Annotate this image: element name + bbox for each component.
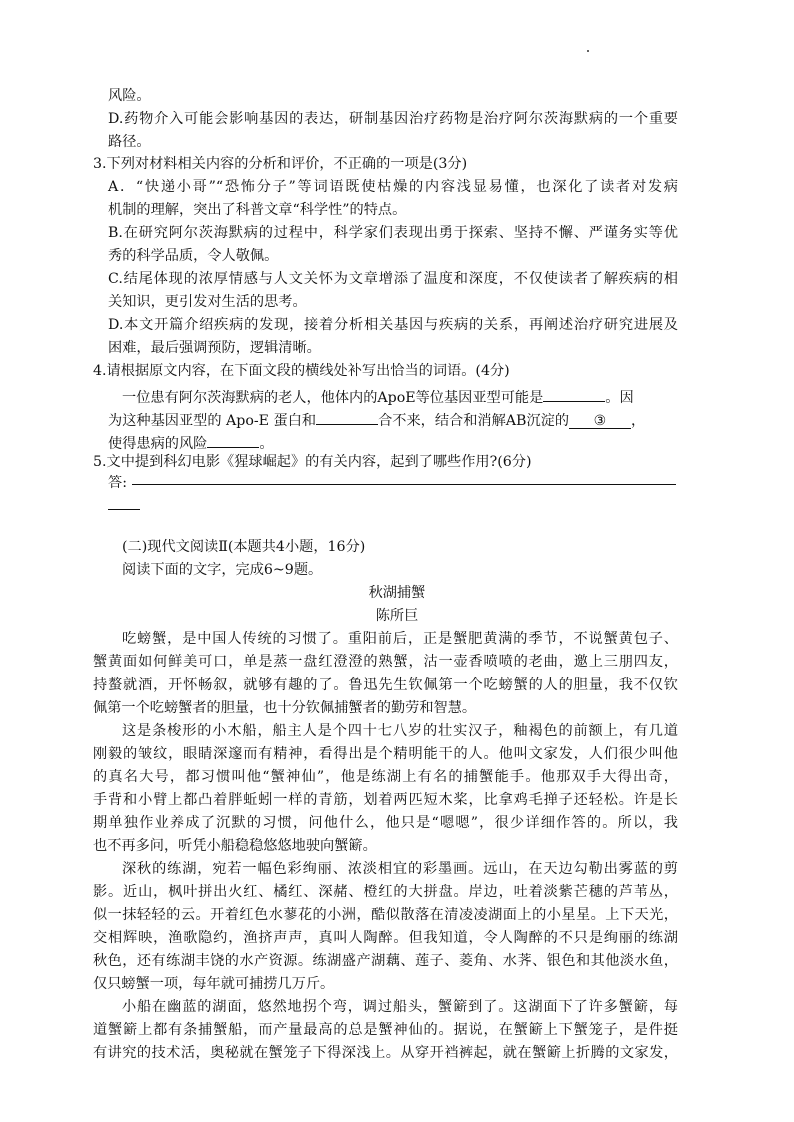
q4-passage-line2 (108, 410, 645, 429)
article-p1-line2: 蟹黄面如何鲜美可口，单是蒸一盘红澄澄的熟蟹，沽一壶香喷喷的老曲，邀上三朋四友， (93, 654, 678, 670)
article-title: 秋湖捕蟹 (368, 585, 426, 601)
article-p2-line2: 刚毅的皱纹，眼睛深邃而有精神，看得出是个精明能干的人。他叫文家发，人们很少叫他 (93, 746, 678, 762)
q2-option-c-end: 风险。 (108, 88, 151, 104)
scan-dot (587, 50, 589, 52)
q5-stem: 5.文中提到科幻电影《猩球崛起》的有关内容，起到了哪些作用?(6分) (93, 454, 532, 470)
q4-text-1b: 。因 (605, 390, 634, 406)
q3-option-a-line2: 机制的理解，突出了科普文章“科学性”的特点。 (108, 202, 407, 218)
q3-option-c-line2: 关知识，更引发对生活的思考。 (108, 294, 307, 310)
q3-option-b-line2: 秀的科学品质，令人敬佩。 (108, 248, 279, 264)
q4-passage-line3 (108, 433, 274, 451)
q5-answer-label: 答: (108, 475, 127, 491)
article-p3-line6: 仅只螃蟹一项，每年就可捕捞几万斤。 (93, 976, 335, 992)
q4-text-3a: 使得患病的风险 (108, 436, 208, 452)
section2-instruction: 阅读下面的文字，完成6~9题。 (122, 562, 323, 578)
article-p2-line4: 手背和小臂上都凸着胖蚯蚓一样的青筋，划着两匹短木桨，比拿鸡毛掸子还轻松。许是长 (93, 792, 678, 808)
q3-option-b-line1: B.在研究阿尔茨海默病的过程中，科学家们表现出勇于探索、坚持不懈、严谨务实等优 (108, 225, 678, 241)
article-author: 陈所巨 (375, 608, 419, 624)
q4-blank-3-marker: ③ (593, 413, 607, 429)
article-p1-line3: 持螯就酒，开怀畅叙，就够有趣的了。鲁迅先生钦佩第一个吃螃蟹的人的胆量，我不仅钦 (93, 677, 678, 693)
q2-option-d-line1: D.药物介入可能会影响基因的表达，研制基因治疗药物是治疗阿尔茨海默病的一个重要 (108, 111, 678, 127)
q5-answer-line-short[interactable] (108, 509, 140, 510)
article-p4-line1: 小船在幽蓝的湖面，悠然地拐个弯，调过船头，蟹簖到了。这湖面下了许多蟹簖，每 (122, 999, 678, 1015)
article-p3-line2: 影。近山，枫叶拼出火红、橘红、深赭、橙红的大拼盘。岸边，吐着淡紫芒穗的芦苇丛， (93, 884, 678, 900)
article-p4-line3: 有讲究的技术活，奥秘就在蟹笼子下得深浅上。从穿开裆裤起，就在蟹簖上折腾的文家发， (93, 1045, 678, 1061)
article-p3-line1: 深秋的练湖，宛若一幅色彩绚丽、浓淡相宜的彩墨画。远山，在天边勾勒出雾蓝的剪 (122, 861, 678, 877)
q4-text-2b: 合不来，结合和消解AB沉淀的 (378, 413, 570, 429)
article-p2-line1: 这是条梭形的小木船，船主人是个四十七八岁的壮实汉子，釉褐色的前额上，有几道 (122, 723, 678, 739)
q4-passage-line1 (122, 387, 634, 405)
q3-option-d-line2: 困难，最后强调预防，逻辑清晰。 (108, 340, 321, 356)
section2-heading: (二)现代文阅读Ⅱ(本题共4小题，16分) (122, 539, 366, 555)
q4-blank-4[interactable] (207, 433, 259, 448)
article-p3-line5: 秋色，还有练湖丰饶的水产资源。练湖盛产湖藕、莲子、菱角、水荠、银色和其他淡水鱼， (93, 953, 678, 969)
article-p2-line6: 也不再多问，听凭小船稳稳悠悠地驶向蟹簖。 (93, 838, 377, 854)
article-p4-line2: 道蟹簖上都有条捕蟹船，而产量最高的总是蟹神仙的。据说，在蟹簖上下蟹笼子，是件挺 (93, 1022, 678, 1038)
q2-option-d-line2: 路径。 (108, 134, 151, 150)
article-p1-line1: 吃螃蟹，是中国人传统的习惯了。重阳前后，正是蟹肥黄满的季节，不说蟹黄包子、 (122, 631, 678, 647)
q4-blank-2[interactable] (316, 410, 378, 425)
q4-blank-3[interactable] (569, 414, 631, 429)
q4-blank-1[interactable] (543, 387, 605, 402)
article-p2-line3: 的真名大号，都习惯叫他“蟹神仙”，他是练湖上有名的捕蟹能手。他那双手大得出奇， (93, 769, 678, 785)
article-p1-line4: 佩第一个吃螃蟹者的胆量，也十分钦佩捕蟹者的勤劳和智慧。 (93, 700, 477, 716)
q3-stem: 3.下列对材料相关内容的分析和评价，不正确的一项是(3分) (93, 156, 468, 172)
article-p3-line3: 似一抹轻轻的云。开着红色水蓼花的小洲，酷似散落在清凌凌湖面上的小星星。上下天光， (93, 907, 678, 923)
q4-text-1a: 一位患有阿尔茨海默病的老人，他体内的ApoE等位基因亚型可能是 (122, 390, 544, 406)
article-p3-line4: 交相辉映，渔歌隐约，渔挤声声，真叫人陶醉。但我知道，令人陶醉的不只是绚丽的练湖 (93, 930, 678, 946)
q3-option-d-line1: D.本文开篇介绍疾病的发现，接着分析相关基因与疾病的关系，再阐述治疗研究进展及 (108, 317, 678, 333)
q3-option-c-line1: C.结尾体现的浓厚情感与人文关怀为文章增添了温度和深度，不仅使读者了解疾病的相 (108, 271, 678, 287)
q4-text-3b: 。 (259, 436, 274, 452)
q4-text-2a: 为这种基因亚型的 Apo-E 蛋白和 (108, 413, 317, 429)
q5-answer-line[interactable] (132, 484, 676, 485)
q4-text-2c: ， (631, 413, 646, 429)
q3-option-a-line1: A．“快递小哥”“恐怖分子”等词语既使枯燥的内容浅显易懂，也深化了读者对发病 (108, 179, 678, 195)
q4-stem: 4.请根据原文内容，在下面文段的横线处补写出恰当的词语。(4分) (93, 363, 510, 379)
article-p2-line5: 期单独作业养成了沉默的习惯，问他什么，他只是“嗯嗯”，很少详细作答的。所以，我 (93, 815, 678, 831)
